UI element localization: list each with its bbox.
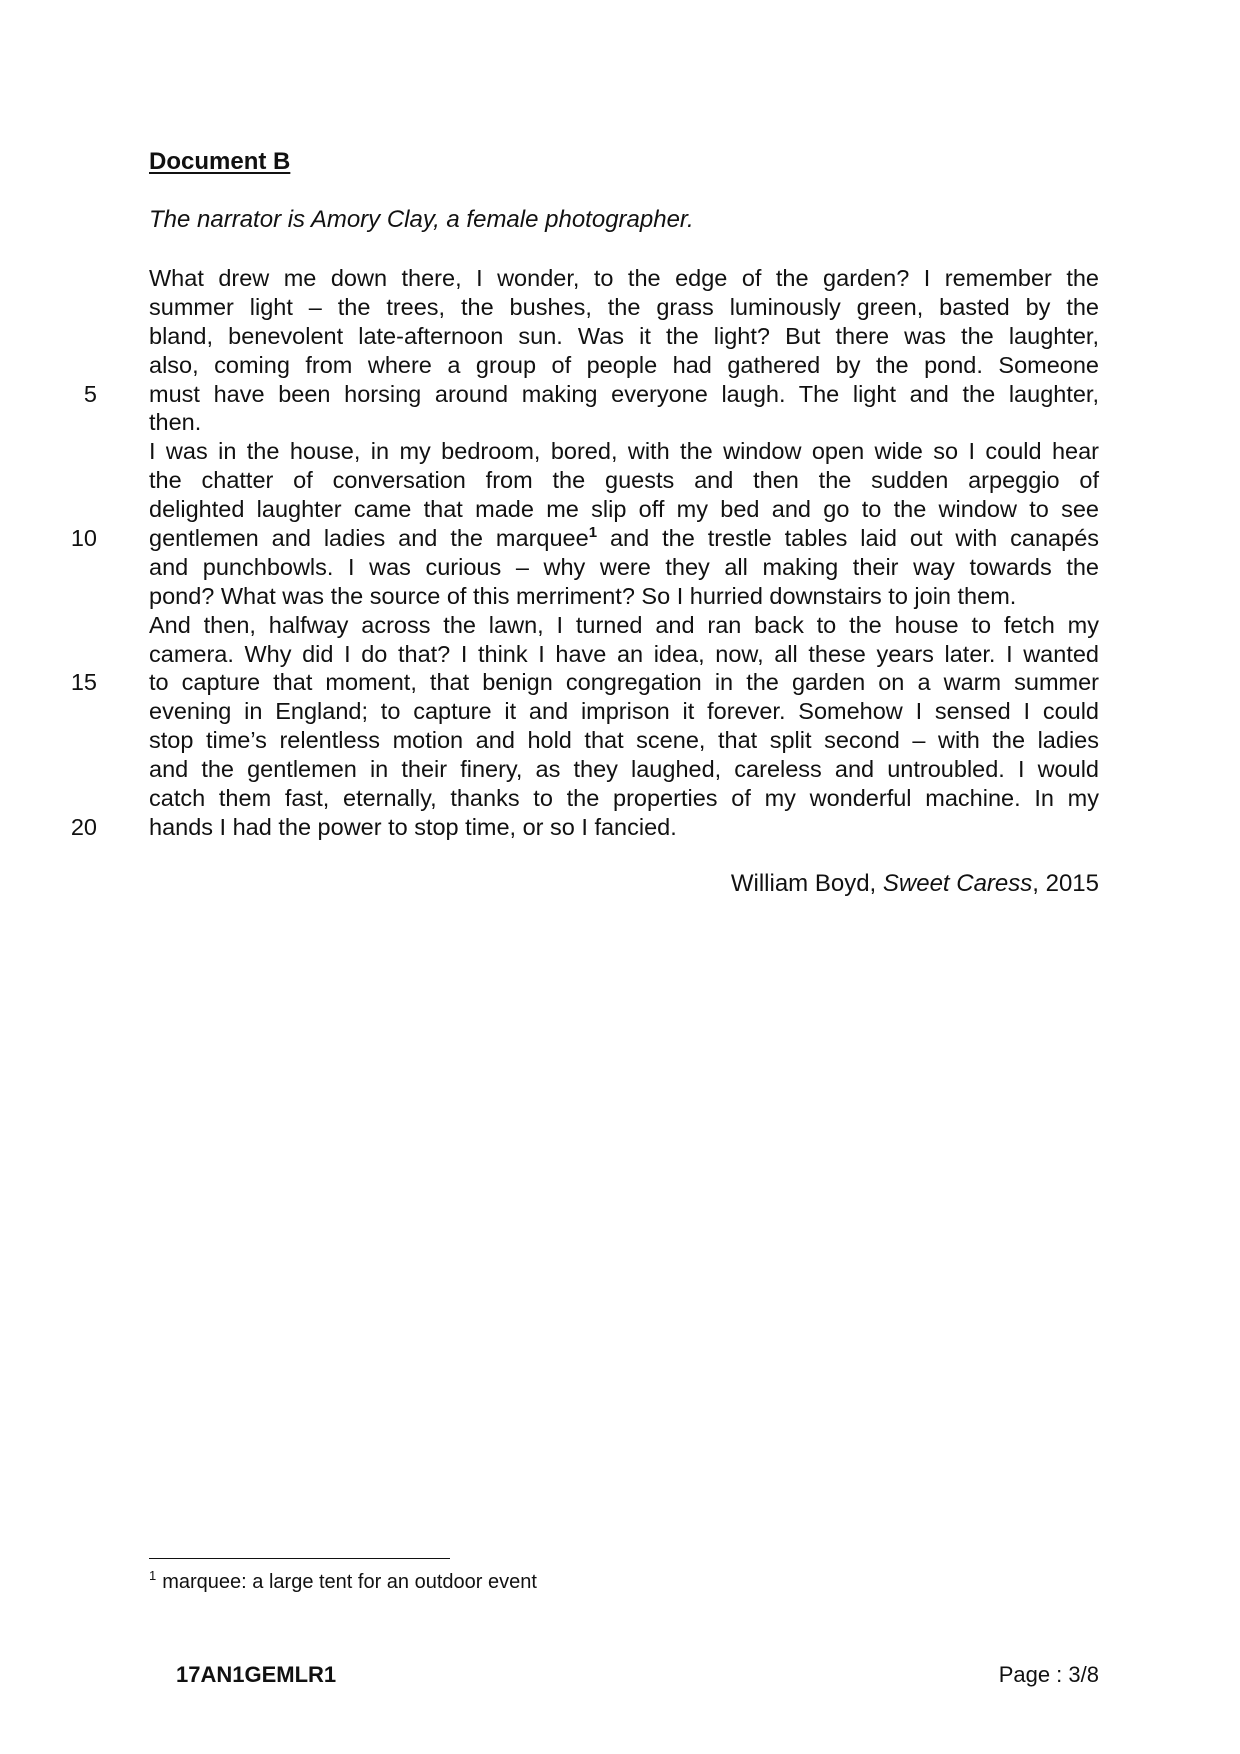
line-text: What drew me down there, I wonder, to the edge of the garden? I remember the (149, 265, 1099, 291)
line-number: 15 (70, 669, 97, 696)
line-text: pond? What was the source of this merriment? So I hurried downstairs to join them. (149, 582, 1017, 609)
line-text: and the gentlemen in their finery, as they laughed, careless and untroubled. I would (149, 756, 1099, 783)
line-text: to capture that moment, that benign congregation in the garden on a warm summer (149, 669, 1099, 696)
passage (70, 264, 1100, 842)
footnote-reference: 1 (588, 524, 598, 542)
passage-line (149, 351, 1099, 380)
document-title: Document B (149, 148, 291, 175)
line-text: evening in England; to capture it and imprison it forever. Somehow I sensed I could (149, 698, 1099, 725)
line-text: And then, halfway across the lawn, I turned and ran back to the house to fetch my (149, 611, 1099, 638)
passage-line (149, 495, 1099, 524)
citation-author: William Boyd, (730, 870, 883, 897)
line-number: 5 (83, 380, 97, 407)
passage-line (149, 784, 1099, 813)
line-text: catch them fast, eternally, thanks to the properties of my wonderful machine. In my (149, 785, 1099, 812)
line-text: summer light – the trees, the bushes, the grass luminously green, basted by the (149, 293, 1099, 320)
citation-work: Sweet Caress (882, 870, 1033, 897)
citation-year: , 2015 (1032, 870, 1099, 897)
exam-code: 17AN1GEMLR1 (176, 1662, 337, 1687)
footnote-divider (149, 1558, 450, 1559)
line-text: I was in the house, in my bedroom, bored, with the window open wide so I could hear (149, 438, 1099, 465)
passage-line (149, 437, 1099, 466)
passage-line (149, 611, 1099, 640)
passage-line (149, 726, 1099, 755)
passage-line (149, 293, 1099, 322)
passage-line (70, 668, 1099, 697)
line-text-part: gentlemen and ladies and the marquee (149, 525, 589, 552)
line-text: hands I had the power to stop time, or so I fancied. (149, 813, 677, 840)
line-text: also, coming from where a group of people had gathered by the pond. Someone (149, 351, 1099, 378)
line-number: 10 (70, 525, 97, 552)
passage-line (149, 640, 1099, 669)
passage-line (149, 264, 1099, 293)
line-text: bland, benevolent late-afternoon sun. Was it the light? But there was the laughter, (149, 322, 1099, 349)
passage-line (149, 697, 1099, 726)
line-text: camera. Why did I do that? I think I have an idea, now, all these years later. I wanted (149, 640, 1099, 667)
line-text-part: and the trestle tables laid out with canapés (597, 525, 1100, 552)
passage-line (149, 582, 1099, 611)
line-number: 20 (70, 813, 97, 840)
intro-text: The narrator is Amory Clay, a female photographer. (149, 206, 694, 233)
passage-line (149, 322, 1099, 351)
passage-line (149, 755, 1099, 784)
citation (731, 870, 1099, 898)
line-text: the chatter of conversation from the guests and then the sudden arpeggio of (149, 467, 1099, 494)
passage-line (70, 813, 1099, 842)
footnote (149, 1568, 537, 1594)
line-text: and punchbowls. I was curious – why were they all making their way towards the (149, 553, 1099, 580)
passage-line (149, 466, 1099, 495)
line-text: delighted laughter came that made me slip off my bed and go to the window to see (149, 496, 1099, 523)
passage-line (149, 553, 1099, 582)
line-text (149, 524, 1099, 553)
passage-line (70, 524, 1100, 553)
passage-line (83, 380, 1099, 409)
page-number: Page : 3/8 (998, 1662, 1099, 1687)
line-text: stop time’s relentless motion and hold that scene, that split second – with the ladies (149, 727, 1099, 754)
line-text: then. (149, 409, 202, 436)
line-text: must have been horsing around making everyone laugh. The light and the laughter, (149, 380, 1099, 407)
footnote-marker: 1 (149, 1568, 157, 1583)
passage-line (149, 408, 1099, 437)
footnote-text: marquee: a large tent for an outdoor event (162, 1571, 537, 1593)
